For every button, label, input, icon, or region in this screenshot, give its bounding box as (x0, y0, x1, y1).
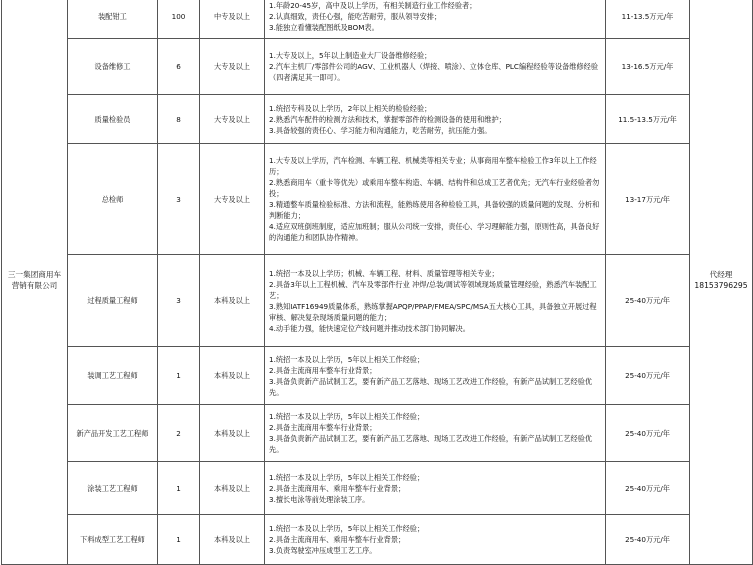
table-row (2, 95, 753, 144)
position-cell: 质量检验员 (68, 95, 158, 144)
education-cell: 大专及以上 (200, 144, 265, 255)
requirement-line: 1.统招一本及以上学历，5年以上相关工作经验； (269, 354, 425, 364)
count-cell: 1 (158, 462, 200, 515)
contact-cell (690, 0, 753, 565)
salary-cell: 25-40万元/年 (606, 347, 690, 405)
requirement-line: 4.动手能力强，能快速定位产线问题并推动技术部门协同解决。 (269, 323, 470, 333)
requirement-line: 3.精通整车质量检验标准、方法和流程，能熟练使用各种检验工具，具备较强的质量问题的发现、分析和判断能力； (269, 200, 600, 220)
company-name: 三一集团商用车营销有限公司 (2, 0, 68, 565)
table-row (2, 462, 753, 515)
position-cell: 总检师 (68, 144, 158, 255)
requirement-line: 3.负责驾驶室冲压成型工艺工序。 (269, 546, 377, 555)
count-cell: 1 (158, 347, 200, 405)
position-cell: 装调工艺工程师 (68, 347, 158, 405)
requirement-line: 4.适应双班倒班制度，适应加班制；服从公司统一安排，责任心、学习理解能力强，原则性高，具备良好的沟通能力和团队协作精神。 (269, 222, 600, 242)
requirement-line: 1.统招一本及以上学历，5年以上相关工作经验； (269, 472, 425, 482)
education-cell: 本科及以上 (200, 462, 265, 515)
position-cell: 过程质量工程师 (68, 255, 158, 347)
requirement-line: 1.大专及以上，5年以上制造业大厂设备维修经验； (269, 51, 432, 60)
requirement-line: 2.具备主流商用车、乘用车整车行业背景； (269, 483, 406, 493)
count-cell: 1 (158, 515, 200, 565)
requirement-line: 3.擅长电泳等前处理涂装工序。 (269, 494, 370, 504)
count-cell: 100 (158, 0, 200, 39)
requirement-line: 1.大专及以上学历，汽车检测、车辆工程、机械类等相关专业；从事商用车整车检验工作3年以上工作经历； (269, 156, 597, 176)
salary-cell: 13-16.5万元/年 (606, 39, 690, 95)
table-row (2, 347, 753, 405)
salary-cell: 25-40万元/年 (606, 405, 690, 462)
requirement-line: 2.汽车主机厂/零部件公司的AGV、工业机器人（焊接、喷涂）、立体仓库、PLC编程经验等设备维修经验（四者满足其一即可）。 (269, 62, 599, 82)
requirements-cell (265, 95, 606, 144)
job-table (1, 0, 753, 565)
salary-cell: 13-17万元/年 (606, 144, 690, 255)
position-cell: 新产品开发工艺工程师 (68, 405, 158, 462)
contact-name: 代经理 (709, 269, 733, 279)
requirement-line: 3.具备较强的责任心、学习能力和沟通能力，吃苦耐劳，抗压能力强。 (269, 125, 492, 135)
requirement-line: 1.统招一本及以上学历，5年以上相关工作经验； (269, 412, 425, 421)
requirement-line: 3.能独立看懂装配图纸及BOM表。 (269, 23, 379, 32)
requirement-line: 1.统招一本及以上学历；机械、车辆工程、材料、质量管理等相关专业； (269, 268, 499, 278)
requirement-line: 2.熟悉汽车配件的检测方法和技术，掌握零部件的检测设备的使用和维护； (269, 114, 506, 124)
education-cell: 本科及以上 (200, 347, 265, 405)
count-cell: 3 (158, 144, 200, 255)
position-cell: 涂装工艺工程师 (68, 462, 158, 515)
education-cell: 本科及以上 (200, 405, 265, 462)
requirement-line: 2.具备主流商用车整车行业背景； (269, 423, 377, 432)
position-cell: 设备维修工 (68, 39, 158, 95)
requirement-line: 1.年龄20-45岁，高中及以上学历，有相关制造行业工作经验者； (269, 1, 477, 10)
salary-cell: 25-40万元/年 (606, 515, 690, 565)
table-row (2, 255, 753, 347)
requirements-cell (265, 515, 606, 565)
requirement-line: 2.具备主流商用车整车行业背景； (269, 365, 377, 375)
table-row (2, 405, 753, 462)
requirements-cell (265, 255, 606, 347)
contact-phone: 18153796295 (694, 280, 748, 290)
position-cell: 装配钳工 (68, 0, 158, 39)
education-cell: 本科及以上 (200, 515, 265, 565)
table-row (2, 515, 753, 565)
requirements-cell (265, 462, 606, 515)
table-row (2, 39, 753, 95)
requirements-cell (265, 0, 606, 39)
count-cell: 2 (158, 405, 200, 462)
position-cell: 下料成型工艺工程师 (68, 515, 158, 565)
count-cell: 6 (158, 39, 200, 95)
table-row (2, 144, 753, 255)
count-cell: 3 (158, 255, 200, 347)
salary-cell: 11-13.5万元/年 (606, 0, 690, 39)
requirements-cell (265, 39, 606, 95)
requirement-line: 2.熟悉商用车（重卡等优先）或乘用车整车构造、车辆、结构件和总成工艺者优先；无汽车行业经验者勿投； (269, 178, 600, 198)
requirement-line: 1.统招专科及以上学历，2年以上相关的检验经验； (269, 103, 432, 113)
requirement-line: 2.认真细致，责任心强，能吃苦耐劳，服从领导安排； (269, 12, 442, 21)
requirement-line: 3.熟知IATF16949质量体系，熟练掌握APQP/PPAP/FMEA/SPC/MSA五大核心工具，具备独立开展过程审核、解决复杂现场质量问题的能力； (269, 301, 597, 322)
requirement-line: 1.统招一本及以上学历，5年以上相关工作经验； (269, 524, 425, 533)
education-cell: 大专及以上 (200, 39, 265, 95)
requirements-cell (265, 347, 606, 405)
requirement-line: 3.具备负责新产品试制工艺，要有新产品工艺落地、现场工艺改进工作经验，有新产品试制工艺经验优先。 (269, 376, 593, 397)
table-row (2, 0, 753, 39)
salary-cell: 25-40万元/年 (606, 255, 690, 347)
requirement-line: 2.具备3年以上工程机械、汽车及零部件行业 冲焊/总装/调试等领域现场质量管理经验，熟悉汽车装配工艺； (269, 279, 597, 300)
requirement-line: 3.具备负责新产品试制工艺，要有新产品工艺落地、现场工艺改进工作经验，有新产品试制工艺经验优先。 (269, 434, 593, 454)
salary-cell: 25-40万元/年 (606, 462, 690, 515)
education-cell: 大专及以上 (200, 95, 265, 144)
education-cell: 中专及以上 (200, 0, 265, 39)
requirements-cell (265, 144, 606, 255)
salary-cell: 11.5-13.5万元/年 (606, 95, 690, 144)
requirements-cell (265, 405, 606, 462)
count-cell: 8 (158, 95, 200, 144)
requirement-line: 2.具备主流商用车、乘用车整车行业背景； (269, 535, 406, 544)
education-cell: 本科及以上 (200, 255, 265, 347)
